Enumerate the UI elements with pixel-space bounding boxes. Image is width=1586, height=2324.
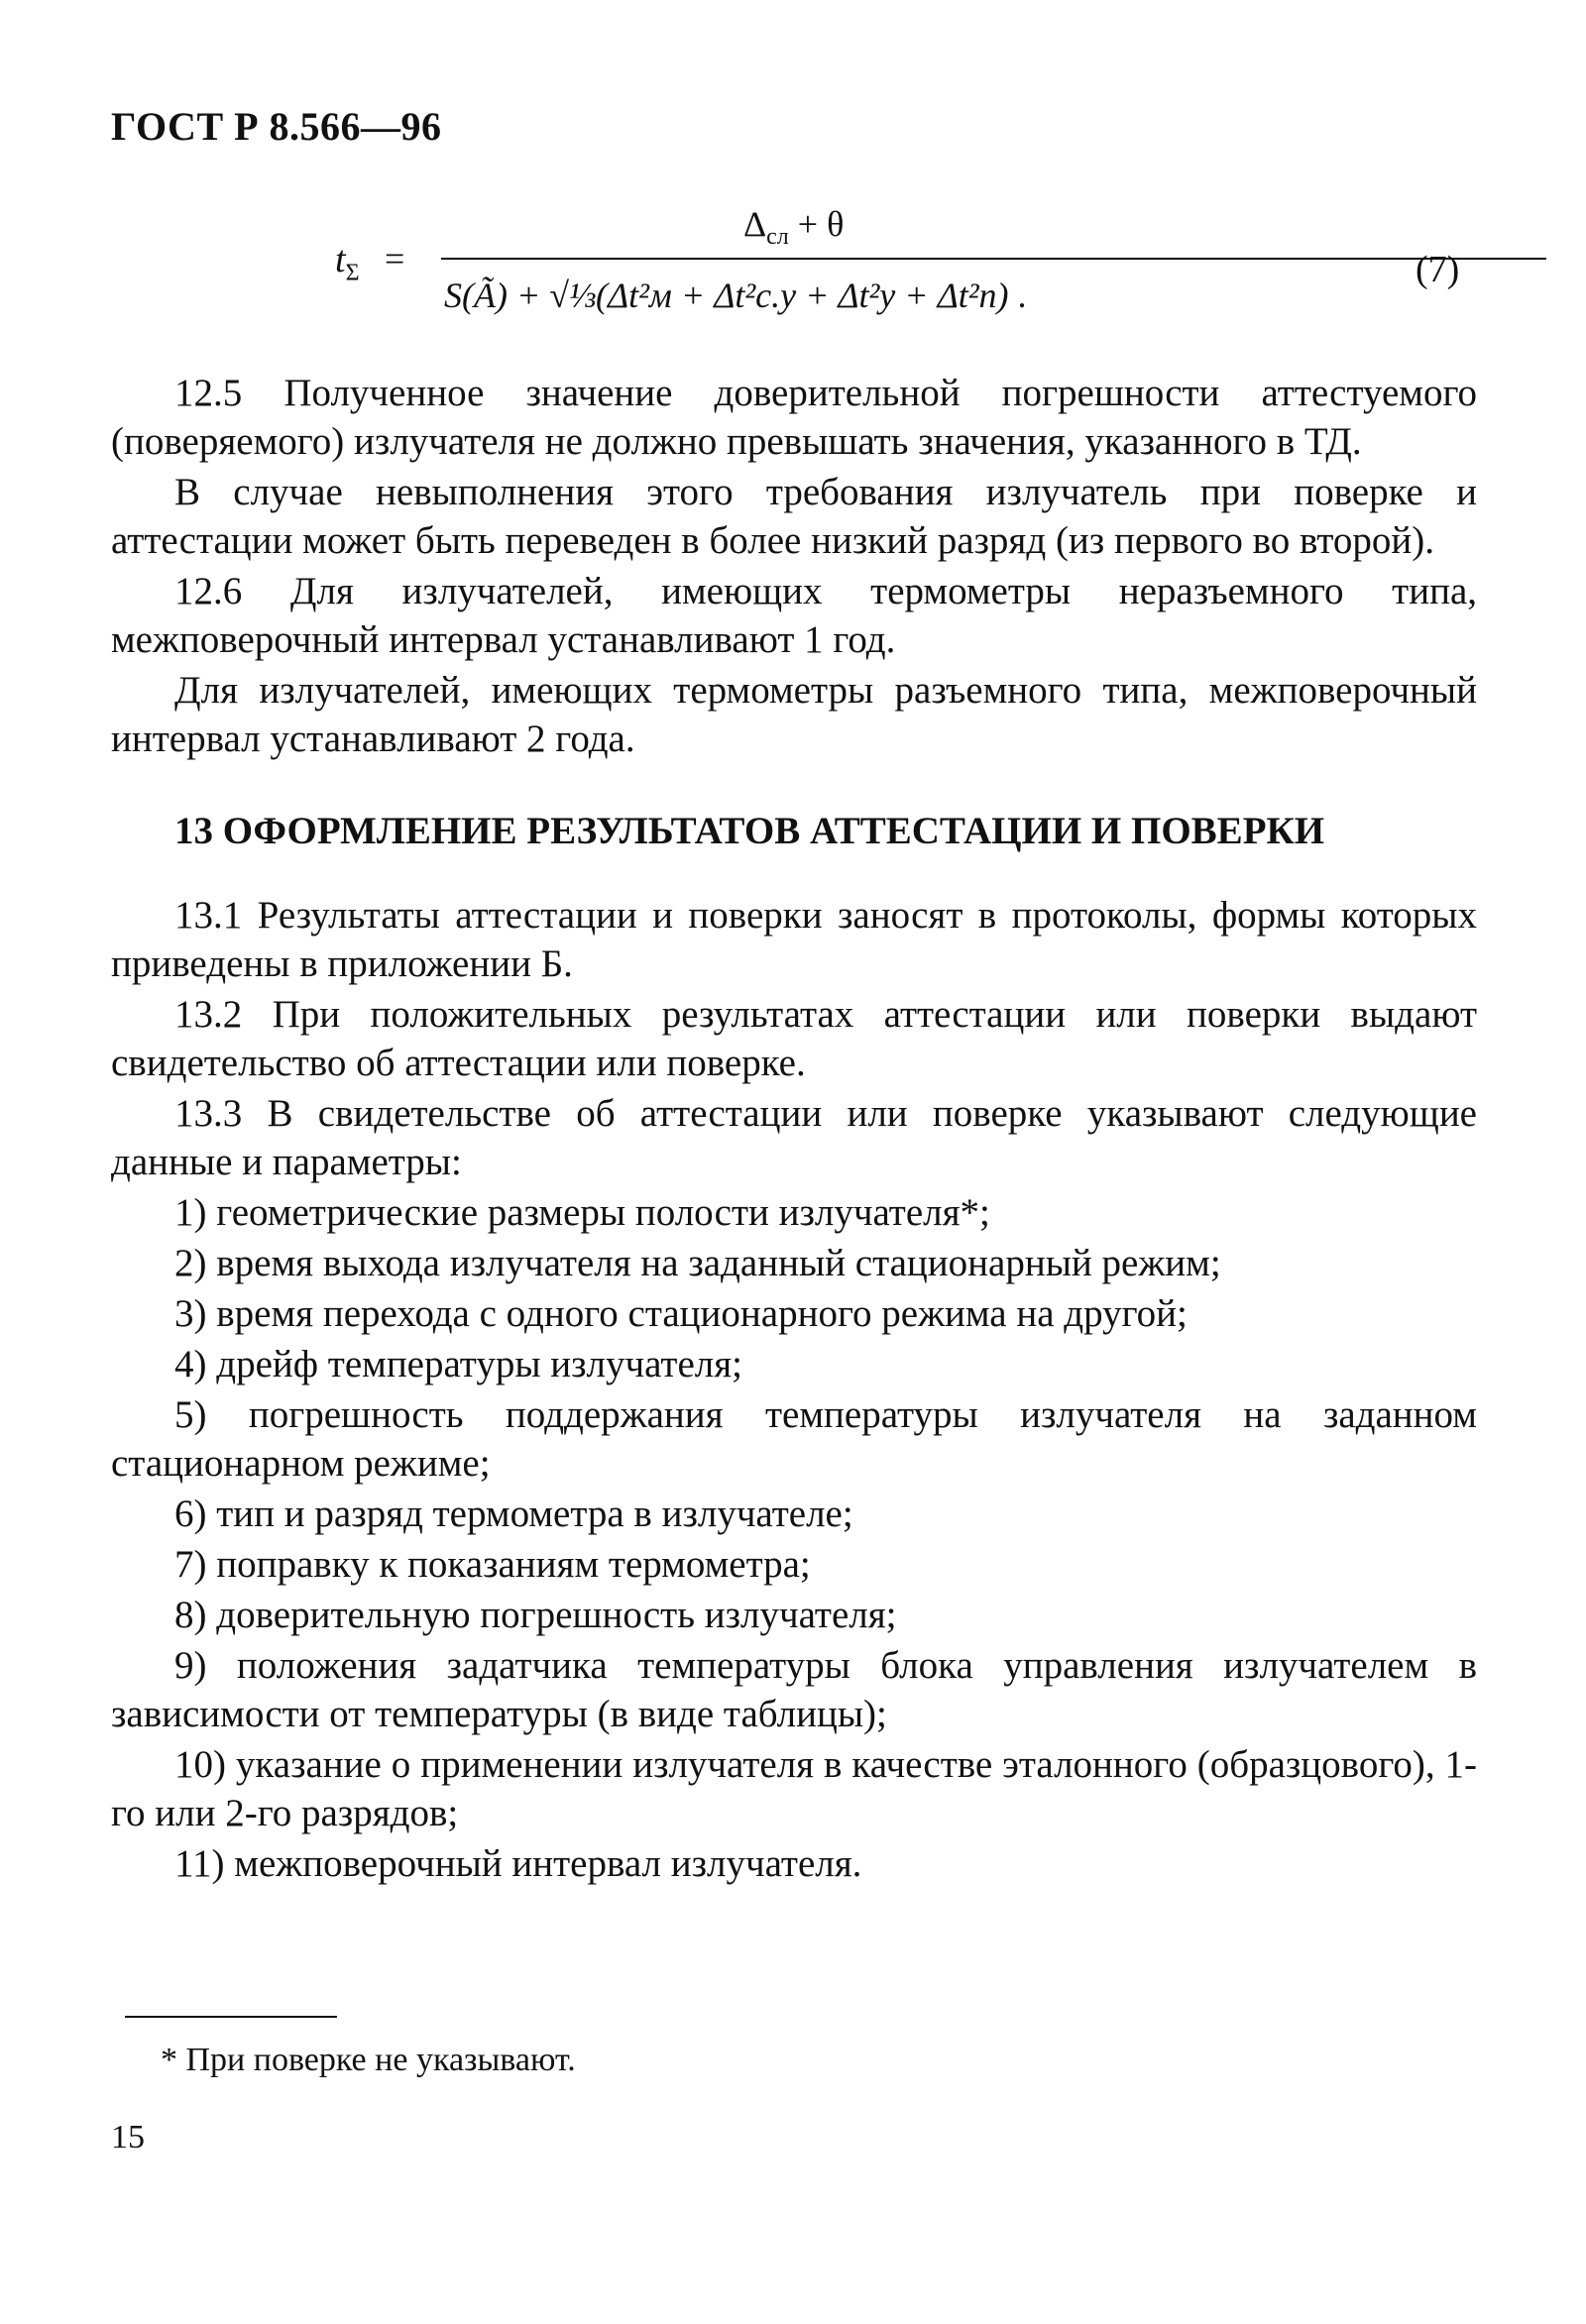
page-number: 15 <box>111 2119 145 2156</box>
list-item: 6) тип и разряд термометра в излучателе; <box>174 1493 853 1535</box>
section-title: 13 ОФОРМЛЕНИЕ РЕЗУЛЬТАТОВ АТТЕСТАЦИИ И ПОВЕРКИ <box>174 810 1325 852</box>
formula-numerator <box>743 203 844 251</box>
list-item: 4) дрейф температуры излучателя; <box>174 1343 743 1385</box>
paragraph-12-5-note: В случае невыполнения этого требования излучатель при поверке и аттестации может быть переведен в более низкий разряд (из первого во второй). <box>111 471 1477 562</box>
body-text <box>111 369 1477 1890</box>
footnote: * При поверке не указывают. <box>161 2042 576 2078</box>
paragraph-12-6: 12.6 Для излучателей, имеющих термометры неразъемного типа, межповерочный интервал устанавливают 1 год. <box>111 570 1477 661</box>
list-item: 7) поправку к показаниям термометра; <box>174 1543 811 1586</box>
formula-equals: = <box>385 239 405 278</box>
formula-terminator: . <box>1017 276 1027 315</box>
fraction-bar <box>441 258 1546 260</box>
formula-numerator-rest: + θ <box>788 204 845 244</box>
paragraph-12-6-note: Для излучателей, имеющих термометры разъемного типа, межповерочный интервал устанавливают 2 года. <box>111 669 1477 760</box>
list-item: 10) указание о применении излучателя в качестве эталонного (образцового), 1-го или 2-го разрядов; <box>111 1743 1477 1834</box>
paragraph-13-3: 13.3 В свидетельстве об аттестации или поверке указывают следующие данные и параметры: <box>111 1092 1477 1183</box>
list-item: 2) время выхода излучателя на заданный стационарный режим; <box>174 1242 1221 1284</box>
equation-number: (7) <box>1416 249 1460 290</box>
list-item: 9) положения задатчика температуры блока управления излучателем в зависимости от температуры (в виде таблицы); <box>111 1644 1477 1735</box>
formula-lhs-subscript: Σ <box>345 260 360 286</box>
formula-numerator-subscript: сл <box>766 224 789 251</box>
paragraph-12-5: 12.5 Полученное значение доверительной погрешности аттестуемого (поверяемого) излучателя не должно превышать значения, указанного в ТД. <box>111 372 1477 463</box>
formula-lhs-symbol: t <box>335 239 346 280</box>
footnote-divider <box>125 2016 337 2018</box>
list-item: 8) доверительную погрешность излучателя; <box>174 1594 897 1636</box>
list-item: 11) межповерочный интервал излучателя. <box>174 1842 862 1885</box>
formula-denominator-text: S(Ã) + √⅓(Δt²м + Δt²с.у + Δt²у + Δt²п) <box>444 276 1009 315</box>
standard-header: ГОСТ Р 8.566—96 <box>111 104 442 149</box>
formula-lhs <box>335 238 360 287</box>
list-item: 5) погрешность поддержания температуры излучателя на заданном стационарном режиме; <box>111 1393 1477 1485</box>
paragraph-13-2: 13.2 При положительных результатах аттестации или поверки выдают свидетельство об аттестации или поверке. <box>111 993 1477 1084</box>
formula-7 <box>327 193 1467 342</box>
list-item: 1) геометрические размеры полости излучателя*; <box>174 1191 990 1234</box>
formula-denominator <box>444 275 1026 316</box>
paragraph-13-1: 13.1 Результаты аттестации и поверки заносят в протоколы, формы которых приведены в приложении Б. <box>111 894 1477 985</box>
formula-numerator-delta: Δ <box>743 204 767 244</box>
list-item: 3) время перехода с одного стационарного режима на другой; <box>174 1292 1188 1335</box>
